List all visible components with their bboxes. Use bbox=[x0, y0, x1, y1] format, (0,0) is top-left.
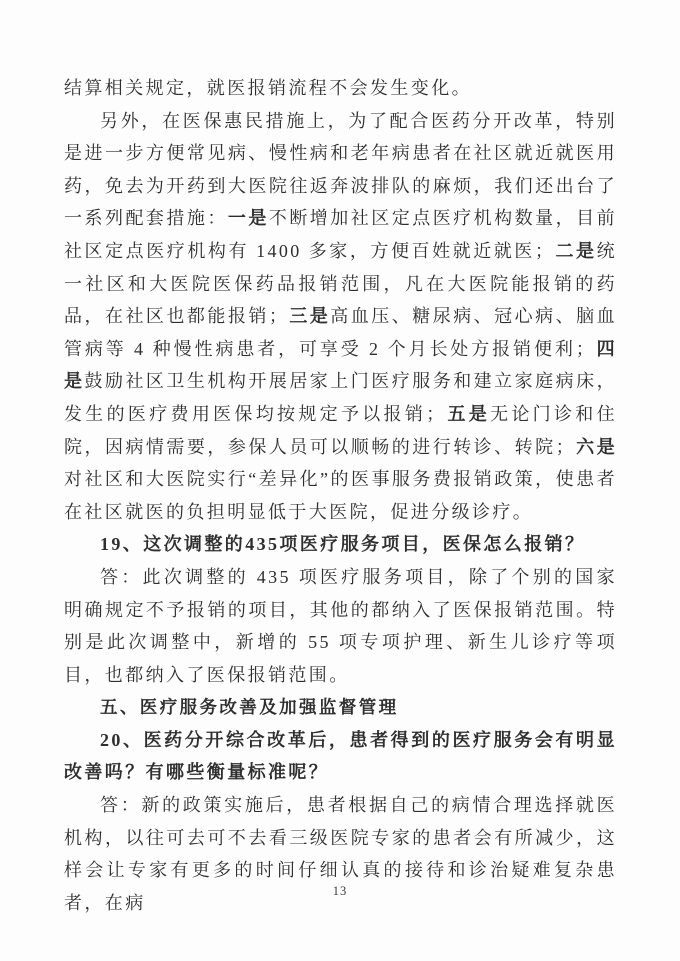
text-segment: 二是 bbox=[555, 240, 597, 261]
body-paragraph bbox=[64, 105, 617, 529]
text-segment: 另外，在医保惠民措施上，为了配合医药分开改革，特别是进一步方便常见病、慢性病和老年病患者在社区就近就医用药，免去为开药到大医院往返奔波排队的麻烦，我们还出台了一系列配套措施： bbox=[64, 110, 617, 229]
text-segment: 五是 bbox=[446, 403, 491, 424]
question-heading bbox=[64, 724, 617, 789]
body-paragraph bbox=[64, 561, 617, 691]
text-segment: 一是 bbox=[227, 208, 269, 229]
text-segment: 对社区和大医院实行“差异化”的医事服务费报销政策，使患者在社区就医的负担明显低于大医院，促进分级诊疗。 bbox=[64, 469, 617, 522]
text-segment: 答：新的政策实施后，患者根据自己的病情合理选择就医机构，以往可去可不去看三级医院专家的患者会有所减少，这样会让专家有更多的时间仔细认真的接待和诊治疑难复杂患者，在病 bbox=[64, 795, 617, 913]
text-segment: 四是 bbox=[64, 338, 617, 392]
text-segment: 不断增加社区定点医疗机构数量，目前社区定点医疗机构有 1400 多家，方便百姓就近就医； bbox=[64, 208, 617, 261]
text-segment: 三是 bbox=[289, 306, 331, 327]
text-segment: 19、这次调整的435项医疗服务项目，医保怎么报销？ bbox=[100, 534, 586, 555]
text-segment: 无论门诊和住院，因病情需要，参保人员可以顺畅的进行转诊、转院； bbox=[64, 403, 617, 457]
text-segment: 六是 bbox=[576, 436, 617, 457]
document-body bbox=[64, 72, 617, 919]
text-segment: 结算相关规定，就医报销流程不会发生变化。 bbox=[64, 78, 472, 98]
text-segment: 答：此次调整的 435 项医疗服务项目，除了个别的国家明确规定不予报销的项目，其他的都纳入了医保报销范围。特别是此次调整中，新增的 55 项专项护理、新生儿诊疗等项目，也都纳入了医保报销范围。 bbox=[64, 566, 617, 685]
page-number: 13 bbox=[332, 884, 348, 898]
section-heading bbox=[64, 691, 617, 724]
text-segment: 20、医药分开综合改革后，患者得到的医疗服务会有明显改善吗？有哪些衡量标准呢？ bbox=[64, 729, 617, 783]
question-heading bbox=[64, 528, 617, 561]
text-segment: 鼓励社区卫生机构开展居家上门医疗服务和建立家庭病床，发生的医疗费用医保均按规定予以报销； bbox=[64, 371, 617, 424]
text-segment: 高血压、糖尿病、冠心病、脑血管病等 4 种慢性病患者，可享受 2 个月长处方报销便利； bbox=[64, 306, 617, 359]
body-paragraph bbox=[64, 789, 617, 919]
body-paragraph bbox=[64, 72, 617, 105]
text-segment: 统一社区和大医院医保药品报销范围，凡在大医院能报销的药品，在社区也都能报销； bbox=[64, 240, 617, 327]
text-segment: 五、医疗服务改善及加强监督管理 bbox=[100, 697, 399, 718]
